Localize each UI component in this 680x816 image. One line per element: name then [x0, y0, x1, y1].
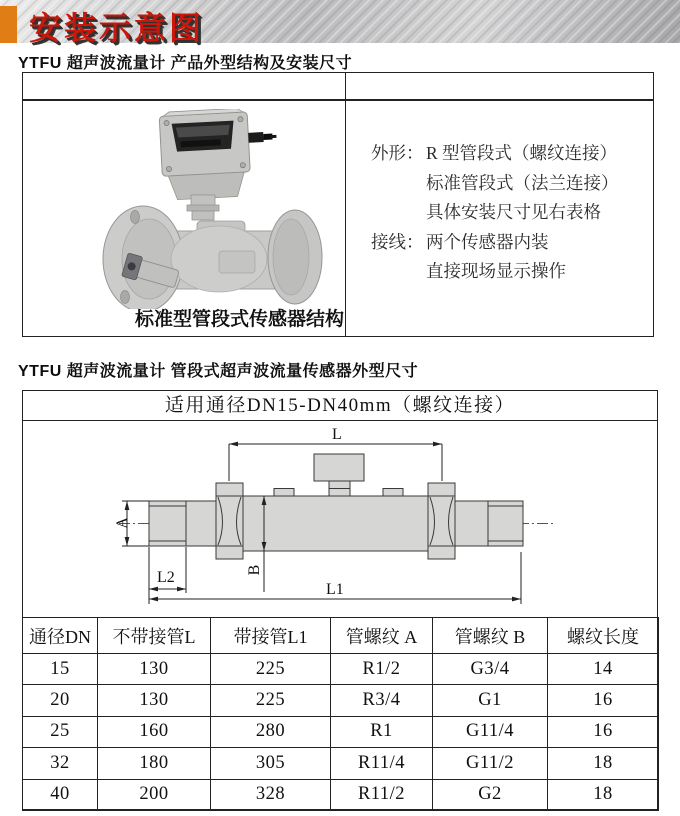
- table-cell: 14: [548, 654, 659, 685]
- product-description-cell: [346, 101, 654, 336]
- table-cell: 160: [98, 716, 211, 747]
- dimension-drawing-svg: [23, 422, 657, 617]
- desc-line: [371, 198, 654, 228]
- table-cell: G11/4: [433, 716, 548, 747]
- display-head: [314, 454, 364, 481]
- table-cell: 328: [211, 779, 331, 810]
- column-header: 通径DN: [23, 618, 98, 654]
- desc-text: 标准管段式（法兰连接）: [426, 172, 619, 193]
- desc-text: R 型管段式（螺纹连接）: [426, 143, 618, 163]
- column-header: 不带接管L: [98, 618, 211, 654]
- table-cell: 130: [98, 654, 211, 685]
- dim-label-l: L: [332, 426, 342, 443]
- table-cell: 180: [98, 748, 211, 779]
- table-cell: 15: [23, 654, 98, 685]
- table-cell: R1/2: [331, 654, 433, 685]
- dim-label-a: A: [114, 517, 131, 529]
- desc-line: [371, 257, 654, 287]
- page-title: 安装示意图: [29, 10, 205, 46]
- table-row: [23, 716, 659, 747]
- hex-nut-right: [428, 483, 455, 559]
- column-header: 管螺纹 A: [331, 618, 433, 654]
- overview-table: [22, 72, 654, 337]
- dimension-drawing: [23, 422, 657, 617]
- transducer-boss-left: [274, 489, 294, 497]
- table-row: [23, 779, 659, 810]
- table-cell: 18: [548, 779, 659, 810]
- dim-label-l2: L2: [157, 569, 175, 586]
- table-row: [23, 748, 659, 779]
- dimension-table-title: 适用通径DN15-DN40mm（螺纹连接）: [23, 391, 657, 421]
- table-cell: 225: [211, 654, 331, 685]
- flowmeter-neck: [187, 195, 219, 220]
- overview-table-header-row: [23, 73, 653, 101]
- section2-heading: YTFU 超声波流量计 管段式超声波流量传感器外型尺寸: [18, 363, 419, 380]
- table-cell: 130: [98, 685, 211, 716]
- table-cell: G11/2: [433, 748, 548, 779]
- pipe-assembly: [149, 454, 523, 559]
- desc-text: 直接现场显示操作: [426, 261, 566, 281]
- accent-block: [0, 6, 17, 43]
- spec-table-header-row: [23, 618, 659, 654]
- desc-line: [371, 228, 654, 258]
- table-cell: 280: [211, 716, 331, 747]
- desc-label: 外形：: [371, 143, 424, 163]
- table-cell: 20: [23, 685, 98, 716]
- table-cell: 200: [98, 779, 211, 810]
- table-cell: 40: [23, 779, 98, 810]
- photo-caption: 标准型管段式传感器结构: [135, 309, 345, 330]
- flowmeter-photo: [99, 109, 323, 309]
- table-cell: 305: [211, 748, 331, 779]
- column-header: 螺纹长度: [548, 618, 659, 654]
- desc-label: 接线：: [371, 231, 424, 252]
- table-cell: G1: [433, 685, 548, 716]
- spec-table: [22, 617, 659, 811]
- dim-label-l1: L1: [326, 581, 344, 598]
- table-cell: 16: [548, 685, 659, 716]
- desc-text: 两个传感器内装: [426, 231, 549, 252]
- flowmeter-display-head: [159, 109, 279, 200]
- transducer-boss-right: [383, 489, 403, 497]
- table-cell: 16: [548, 716, 659, 747]
- table-cell: R11/4: [331, 748, 433, 779]
- title-banner: [0, 0, 680, 46]
- table-cell: R3/4: [331, 685, 433, 716]
- table-cell: G3/4: [433, 654, 548, 685]
- table-cell: 18: [548, 748, 659, 779]
- flowmeter-photo-svg: [99, 109, 323, 309]
- table-row: [23, 685, 659, 716]
- table-cell: 32: [23, 748, 98, 779]
- table-cell: 225: [211, 685, 331, 716]
- desc-line: [371, 139, 654, 169]
- hex-nut-left: [216, 483, 243, 559]
- table-cell: G2: [433, 779, 548, 810]
- section1-heading: YTFU 超声波流量计 产品外型结构及安装尺寸: [18, 55, 353, 72]
- column-header: 带接管L1: [211, 618, 331, 654]
- table-cell: 25: [23, 716, 98, 747]
- table-cell: R11/2: [331, 779, 433, 810]
- dimension-table: [22, 390, 658, 810]
- desc-text: 具体安装尺寸见右表格: [426, 202, 601, 222]
- cable-gland: [248, 131, 276, 142]
- desc-line: [371, 169, 654, 199]
- table-row: [23, 654, 659, 685]
- table-cell: R1: [331, 716, 433, 747]
- dim-label-b: B: [246, 564, 263, 576]
- column-header: 管螺纹 B: [433, 618, 548, 654]
- product-photo-cell: [23, 101, 345, 336]
